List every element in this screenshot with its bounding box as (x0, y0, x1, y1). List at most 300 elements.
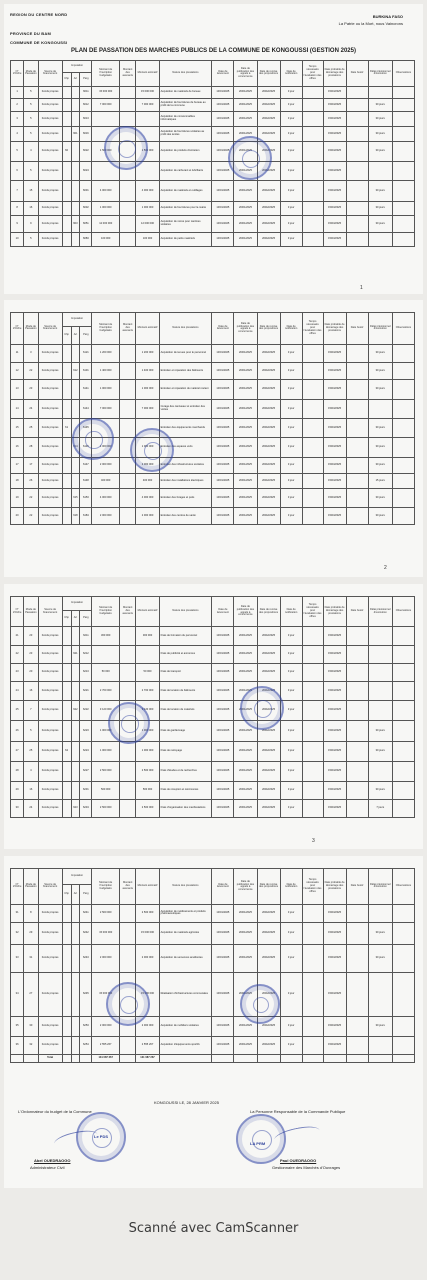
table-cell (392, 473, 414, 488)
table-cell (62, 161, 71, 180)
table-cell: 32 (24, 1036, 38, 1054)
table-cell: 6234 (80, 800, 92, 818)
table-cell (346, 437, 368, 457)
table-cell: 3 jour (280, 180, 302, 201)
table-cell: 12 000 000 (92, 215, 120, 232)
table-cell: 5 (24, 98, 38, 111)
table-cell: 25 (11, 701, 24, 721)
column-header: Source de financement (38, 61, 62, 87)
table-cell: 4 (24, 762, 38, 782)
table-cell: Fonds propres (38, 664, 62, 682)
table-cell: 31 (11, 904, 24, 922)
table-cell: 30 jours (368, 922, 392, 944)
table-cell: 13/01/2025 (212, 627, 234, 646)
table-cell: 3 jour (280, 111, 302, 126)
table-cell (392, 922, 414, 944)
table-cell: 1 000 000 (92, 379, 120, 399)
table-cell (302, 126, 323, 141)
table-cell: Acquisition de fournitures pour la mairie (159, 201, 212, 215)
table-cell: Fonds propres (38, 215, 62, 232)
table-cell: 20/01/2025 (234, 782, 257, 800)
table-cell: 15 000 000 (92, 922, 120, 944)
table-cell (346, 507, 368, 524)
table-row (11, 488, 415, 507)
table-cell: Fonds propres (38, 201, 62, 215)
table-cell: 13/01/2025 (212, 437, 234, 457)
table-cell: 20/01/2025 (234, 232, 257, 246)
table-cell: 1 400 000 (136, 362, 159, 379)
table-cell: 50 000 (136, 664, 159, 682)
table-cell: 26 (11, 721, 24, 742)
column-header: Date de remise des propositions (257, 597, 280, 627)
table-cell: Frais d'études et de recherches (159, 762, 212, 782)
total-cell (80, 1054, 92, 1062)
table-cell: 20/02/2025 (257, 215, 280, 232)
column-header: Date de notification (280, 61, 302, 87)
table-cell: 3 jour (280, 507, 302, 524)
table-cell: 20/02/2025 (257, 488, 280, 507)
table-cell (392, 488, 414, 507)
table-row (11, 201, 415, 215)
table-cell: 300 000 (136, 627, 159, 646)
table-row (11, 721, 415, 742)
table-cell: 23 (11, 664, 24, 682)
column-header: Mode de Passation (24, 61, 38, 87)
table-cell: 13/01/2025 (212, 98, 234, 111)
table-cell (392, 215, 414, 232)
table-cell (62, 944, 71, 972)
table-cell: 6148 (80, 473, 92, 488)
table-cell: 13/01/2025 (212, 646, 234, 664)
table-cell: 6231 (80, 782, 92, 800)
table-cell: 30 jours (368, 379, 392, 399)
table-cell (119, 944, 136, 972)
total-cell (346, 1054, 368, 1062)
table-cell: Fonds propres (38, 682, 62, 701)
column-header: Montant estimatif (136, 61, 159, 87)
table-cell (62, 457, 71, 473)
table-cell: 20/01/2025 (234, 215, 257, 232)
table-cell (346, 126, 368, 141)
document-page-2 (4, 300, 423, 577)
table-cell: 3 jour (280, 1016, 302, 1036)
table-cell: 6013 (80, 111, 92, 126)
table-cell (392, 180, 414, 201)
table-cell (346, 488, 368, 507)
table-cell (346, 664, 368, 682)
table-cell: 20/02/2025 (257, 86, 280, 98)
table-cell: 13/01/2025 (212, 922, 234, 944)
table-cell (302, 161, 323, 180)
table-cell (62, 627, 71, 646)
table-cell (346, 161, 368, 180)
table-cell: 2 000 000 (92, 507, 120, 524)
total-cell (24, 1054, 38, 1062)
table-cell: 20/02/2025 (257, 161, 280, 180)
table-cell: 20/01/2025 (234, 180, 257, 201)
table-cell: 500 000 (92, 782, 120, 800)
column-header: N° d'Ordre (11, 597, 24, 627)
table-cell (119, 682, 136, 701)
table-cell: 13/01/2025 (212, 399, 234, 418)
table-cell: 20/01/2025 (234, 701, 257, 721)
table-cell: 7 (24, 701, 38, 721)
column-header: Parg (80, 610, 92, 627)
table-cell: 20/02/2025 (257, 1036, 280, 1054)
table-cell (302, 904, 323, 922)
table-cell: 8 (11, 201, 24, 215)
table-cell: 3 jour (280, 141, 302, 161)
table-cell: 13/01/2025 (212, 507, 234, 524)
table-cell: Fonds propres (38, 344, 62, 362)
document-page-3 (4, 584, 423, 849)
table-cell: 25 (24, 742, 38, 762)
table-cell: 5 (24, 161, 38, 180)
header-row (11, 597, 415, 611)
table-cell (302, 141, 323, 161)
table-cell: 20/01/2025 (234, 437, 257, 457)
table-cell: 22 (24, 488, 38, 507)
table-cell (346, 232, 368, 246)
table-cell: 13/01/2025 (212, 232, 234, 246)
table-cell (119, 201, 136, 215)
table-row (11, 86, 415, 98)
table-cell: Entretien des équipements marchands (159, 418, 212, 437)
table-cell (62, 473, 71, 488)
table-cell (62, 646, 71, 664)
table-wrap-4 (4, 868, 423, 1063)
table-cell (119, 800, 136, 818)
column-header: Date butoir (346, 61, 368, 87)
table-cell: 27 (11, 742, 24, 762)
table-cell: 2 700 000 (136, 682, 159, 701)
table-cell: 3 jour (280, 742, 302, 762)
table-cell: 30 jours (368, 721, 392, 742)
table-cell: 2 555 267 (136, 1036, 159, 1054)
table-cell (62, 399, 71, 418)
table-cell (62, 904, 71, 922)
table-cell (346, 201, 368, 215)
table-cell: 3 (11, 111, 24, 126)
country-label: BURKINA FASO (372, 14, 403, 19)
table-cell: 7 000 000 (92, 399, 120, 418)
table-cell: 100 000 (92, 232, 120, 246)
column-header: Montant des avenants (119, 313, 136, 345)
table-cell (62, 488, 71, 507)
table-cell: 30 jours (368, 215, 392, 232)
table-cell (346, 473, 368, 488)
table-cell: 24 (24, 800, 38, 818)
table-cell (119, 418, 136, 437)
table-cell: 12 (11, 362, 24, 379)
table-cell: 24 (11, 682, 24, 701)
table-cell: 20/01/2025 (234, 742, 257, 762)
table-cell: 1 000 000 (92, 721, 120, 742)
table-cell (302, 488, 323, 507)
table-cell: 13/01/2025 (212, 473, 234, 488)
table-cell: 1 500 000 (136, 141, 159, 161)
table-row (11, 399, 415, 418)
table-cell (62, 379, 71, 399)
table-cell: 20/02/2025 (257, 399, 280, 418)
table-cell: 6146 (80, 437, 92, 457)
table-cell: 30 jours (368, 457, 392, 473)
table-cell (346, 762, 368, 782)
table-cell: 2 500 000 (136, 904, 159, 922)
table-cell (119, 232, 136, 246)
table-cell (71, 399, 80, 418)
table-cell: 623 (71, 800, 80, 818)
table-cell (346, 972, 368, 1016)
total-cell (159, 1054, 212, 1062)
table-cell: 17 (11, 457, 24, 473)
table-cell (62, 111, 71, 126)
table-cell: 20/02/2025 (257, 362, 280, 379)
table-cell (302, 418, 323, 437)
table-cell: 6032 (80, 201, 92, 215)
table-cell: 32 (11, 922, 24, 944)
table-cell: 30 jours (368, 111, 392, 126)
table-cell (392, 782, 414, 800)
table-cell (346, 904, 368, 922)
table-cell (302, 782, 323, 800)
table-cell: 30 jours (368, 141, 392, 161)
table-cell: 15/03/2025 (323, 721, 346, 742)
table-cell (368, 646, 392, 664)
table-cell: 621 (71, 646, 80, 664)
table-cell (346, 362, 368, 379)
table-cell (346, 742, 368, 762)
table-cell: 3 jour (280, 944, 302, 972)
column-header: Parg (80, 327, 92, 345)
table-cell: Entretien des infrastructures scolaires (159, 457, 212, 473)
table-cell: Fonds propres (38, 742, 62, 762)
table-cell: 20/01/2025 (234, 111, 257, 126)
table-cell: 21 (11, 627, 24, 646)
table-cell: 20/02/2025 (257, 782, 280, 800)
ordonnateur-role: Administrateur Civil (30, 1165, 65, 1170)
document-title: PLAN DE PASSATION DES MARCHES PUBLICS DE LA COMMUNE DE KONGOUSSI (GESTION 2025) (71, 48, 356, 54)
column-header: Date de lancement (212, 61, 234, 87)
column-header: N° d'Ordre (11, 313, 24, 345)
table-cell: 15 000 000 (92, 972, 120, 1016)
table-cell: 60 (62, 141, 71, 161)
table-cell: 22 (11, 646, 24, 664)
table-cell (71, 473, 80, 488)
table-cell: Acquisition de produits d'entretien (159, 141, 212, 161)
table-cell (392, 418, 414, 437)
table-cell (119, 904, 136, 922)
table-cell: 30 jours (368, 944, 392, 972)
table-cell: Acquisition de matériels agricoles (159, 922, 212, 944)
table-cell: 20/02/2025 (257, 437, 280, 457)
table-cell: Frais de formation du personnel (159, 627, 212, 646)
table-cell: 13/01/2025 (212, 180, 234, 201)
table-cell (62, 682, 71, 701)
table-cell (302, 111, 323, 126)
column-header: Montant des avenants (119, 869, 136, 905)
table-cell (392, 437, 414, 457)
table-cell: 13/01/2025 (212, 344, 234, 362)
table-cell: 3 jour (280, 682, 302, 701)
column-header-imputation: Imputation (62, 313, 92, 327)
table-cell (119, 646, 136, 664)
table-row (11, 1016, 415, 1036)
table-cell: 618 (71, 507, 80, 524)
table-cell: 17 (24, 457, 38, 473)
table-cell: 30 jours (368, 344, 392, 362)
table-cell: 30 jours (368, 782, 392, 800)
table-cell (302, 201, 323, 215)
table-cell: 20/01/2025 (234, 418, 257, 437)
column-header: Date probable de démarrage des prestations (323, 61, 346, 87)
table-cell: 26 (24, 473, 38, 488)
table-cell: 20/02/2025 (257, 457, 280, 473)
table-cell: 603 (71, 215, 80, 232)
table-cell: 6224 (80, 742, 92, 762)
table-cell: 2 000 000 (136, 457, 159, 473)
table-cell: 34 (11, 972, 24, 1016)
table-cell: Fonds propres (38, 627, 62, 646)
table-cell: 6221 (80, 682, 92, 701)
table-cell (71, 457, 80, 473)
table-cell (119, 762, 136, 782)
table-row (11, 664, 415, 682)
table-cell: 3 jour (280, 627, 302, 646)
motto-label: La Patrie ou la Mort, nous Vaincrons (338, 21, 403, 26)
table-cell (71, 782, 80, 800)
column-header: Délai prévisionnel d'exécution (368, 869, 392, 905)
table-cell: Fonds propres (38, 701, 62, 721)
table-cell: 13/01/2025 (212, 1036, 234, 1054)
table-cell: 35 (11, 1016, 24, 1036)
column-header: Date de notification (280, 597, 302, 627)
table-row (11, 646, 415, 664)
table-cell: 3 120 000 (136, 701, 159, 721)
table-cell: 23 (24, 646, 38, 664)
table-cell: Fonds propres (38, 379, 62, 399)
table-cell: 20/02/2025 (257, 473, 280, 488)
table-cell: 30 jours (368, 418, 392, 437)
table-cell: 20/02/2025 (257, 232, 280, 246)
table-cell (392, 682, 414, 701)
table-cell: 6024 (80, 161, 92, 180)
table-cell: 13/01/2025 (212, 457, 234, 473)
table-cell: Fonds propres (38, 944, 62, 972)
table-cell: 4 000 000 (92, 180, 120, 201)
table-cell (302, 215, 323, 232)
table-cell: 15/03/2025 (323, 215, 346, 232)
table-cell: Acquisition de tenues pour le personnel (159, 344, 212, 362)
table-cell (71, 180, 80, 201)
table-cell: 15/03/2025 (323, 86, 346, 98)
table-cell: Entretien des centres de santé (159, 507, 212, 524)
table-cell (71, 682, 80, 701)
table-cell: 15/03/2025 (323, 488, 346, 507)
table-cell (92, 646, 120, 664)
column-header: Observations (392, 869, 414, 905)
table-cell (346, 98, 368, 111)
table-cell: 15/03/2025 (323, 742, 346, 762)
table-row (11, 457, 415, 473)
table-cell: 15/03/2025 (323, 344, 346, 362)
table-cell (119, 742, 136, 762)
table-cell: 20/01/2025 (234, 762, 257, 782)
column-header: Date de remise des propositions (257, 61, 280, 87)
table-cell (62, 215, 71, 232)
column-header: Montant des avenants (119, 597, 136, 627)
table-cell: 2 000 000 (136, 1016, 159, 1036)
table-cell: Fonds propres (38, 141, 62, 161)
column-header: Montant de l'inscription budgétaire (92, 61, 120, 87)
table-cell: Réalisation d'infrastructures communales (159, 972, 212, 1016)
column-header: Chp (62, 885, 71, 905)
table-cell: 15/03/2025 (323, 141, 346, 161)
table-row (11, 362, 415, 379)
table-cell: 20/02/2025 (257, 742, 280, 762)
total-cell: 131 087 267 (136, 1054, 159, 1062)
column-header: Date butoir (346, 869, 368, 905)
table-cell (302, 800, 323, 818)
table-cell (302, 1036, 323, 1054)
table-cell: 13/01/2025 (212, 800, 234, 818)
table-cell: Frais de location de bâtiments (159, 682, 212, 701)
table-cell: 3 (24, 344, 38, 362)
table-cell (71, 86, 80, 98)
table-cell: 29 (24, 922, 38, 944)
table-cell: 50 000 (92, 664, 120, 682)
procurement-table (10, 868, 415, 1063)
table-cell: 13 (11, 379, 24, 399)
table-cell (302, 944, 323, 972)
table-cell (119, 98, 136, 111)
table-cell: 20/01/2025 (234, 800, 257, 818)
column-header: Date de publication des appels à concurrence (234, 869, 257, 905)
table-cell: Fonds propres (38, 457, 62, 473)
table-cell (346, 1036, 368, 1054)
table-cell (119, 344, 136, 362)
column-header: Chp (62, 327, 71, 345)
table-cell (119, 215, 136, 232)
table-cell: 13/01/2025 (212, 141, 234, 161)
column-header: Parg (80, 885, 92, 905)
table-row (11, 418, 415, 437)
table-cell: 13/01/2025 (212, 126, 234, 141)
table-cell: 15/03/2025 (323, 507, 346, 524)
table-cell (392, 762, 414, 782)
table-cell (392, 646, 414, 664)
table-cell: 20/02/2025 (257, 646, 280, 664)
table-cell: 6243 (80, 944, 92, 972)
table-cell: Entretien des forages et puits (159, 488, 212, 507)
ordonnateur-stamp-text: Le PDS (94, 1134, 109, 1139)
table-cell: 3 120 000 (92, 701, 120, 721)
table-cell: 15/03/2025 (323, 473, 346, 488)
document-page-4 (4, 856, 423, 1188)
column-header: Mode de Passation (24, 313, 38, 345)
column-header: Date probable de démarrage des prestations (323, 313, 346, 345)
table-cell: 13/01/2025 (212, 379, 234, 399)
table-cell: 3 jour (280, 126, 302, 141)
table-cell (346, 399, 368, 418)
table-cell: 15 (11, 418, 24, 437)
table-cell: 15/03/2025 (323, 201, 346, 215)
column-header: Montant des avenants (119, 61, 136, 87)
column-header: Délai prévisionnel d'exécution (368, 61, 392, 87)
table-cell (346, 922, 368, 944)
table-cell: Fonds propres (38, 1016, 62, 1036)
table-cell (302, 682, 323, 701)
